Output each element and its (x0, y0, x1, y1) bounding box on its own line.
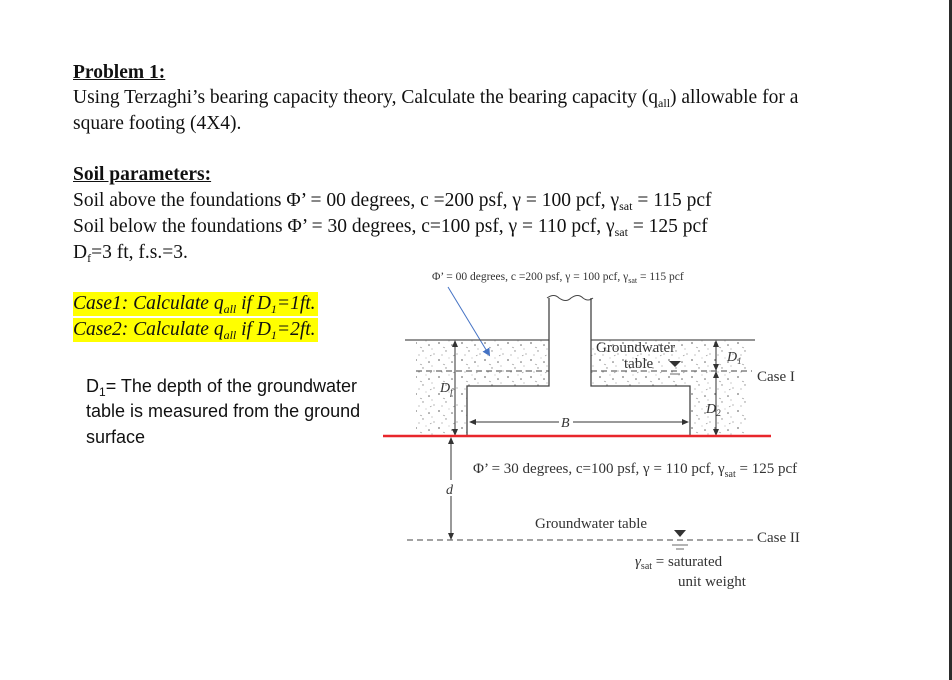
d1-definition-line3: surface (86, 427, 146, 447)
b-label: B (561, 416, 570, 431)
soil-parameters-heading: Soil parameters: (73, 164, 212, 185)
gamma-sat-definition-line2: unit weight (678, 574, 746, 590)
df-label: $D_f$ (440, 381, 453, 397)
d2-label: $D_2$ (706, 402, 721, 418)
d-label: d (446, 483, 453, 498)
problem-title: Problem 1: (73, 62, 166, 83)
groundwater-table-label-1a: Groundwater (596, 340, 676, 356)
soil-below-params: Soil below the foundations Φ’ = 30 degrees, c=100 psf, γ = 110 pcf, $\gamma_{sat} = 125$ pcf (73, 216, 708, 239)
groundwater-table-label-2: Groundwater table (535, 516, 648, 532)
problem-statement-line2: square footing (4X4). (73, 113, 242, 134)
soil-above-params: Soil above the foundations Φ’ = 00 degrees, c =200 psf, γ = 100 pcf, $\gamma_{sat} = 115$ pcf (73, 190, 712, 213)
d1-definition-line2: table is measured from the ground (86, 401, 361, 421)
problem-statement-line1: Using Terzaghi’s bearing capacity theory, Calculate the bearing capacity $(q_{all})$ allowable for a (73, 87, 799, 110)
case1-highlight: Case1: Calculate $q_{all}$ if $D_1=1ft$. (73, 293, 316, 316)
df-and-fs: $D_f=3$ ft, f.s.=3. (73, 242, 188, 265)
case2-label: Case II (757, 530, 800, 546)
d1-definition-line1: $D_1=$ The depth of the groundwater (86, 376, 358, 399)
water-table-symbol-2 (674, 530, 686, 537)
diagram-bottom-label: Φ’ = 30 degrees, c=100 psf, γ = 110 pcf, $\gamma_{sat} = 125$ pcf (473, 461, 798, 480)
gamma-sat-definition: $\gamma_{sat}$ = saturated (635, 554, 723, 572)
d-arrow-bottom (448, 533, 454, 540)
d-arrow-top (448, 437, 454, 444)
case2-highlight: Case2: Calculate $q_{all}$ if $D_1=2ft$. (73, 319, 316, 342)
diagram-top-label: Φ’ = 00 degrees, c =200 psf, γ = 100 pcf, $\gamma_{sat} = 115$ pcf (432, 271, 684, 285)
case1-label: Case I (757, 369, 795, 385)
groundwater-table-label-1b: table (624, 356, 654, 372)
d1-label: $D_1$ (727, 350, 742, 366)
